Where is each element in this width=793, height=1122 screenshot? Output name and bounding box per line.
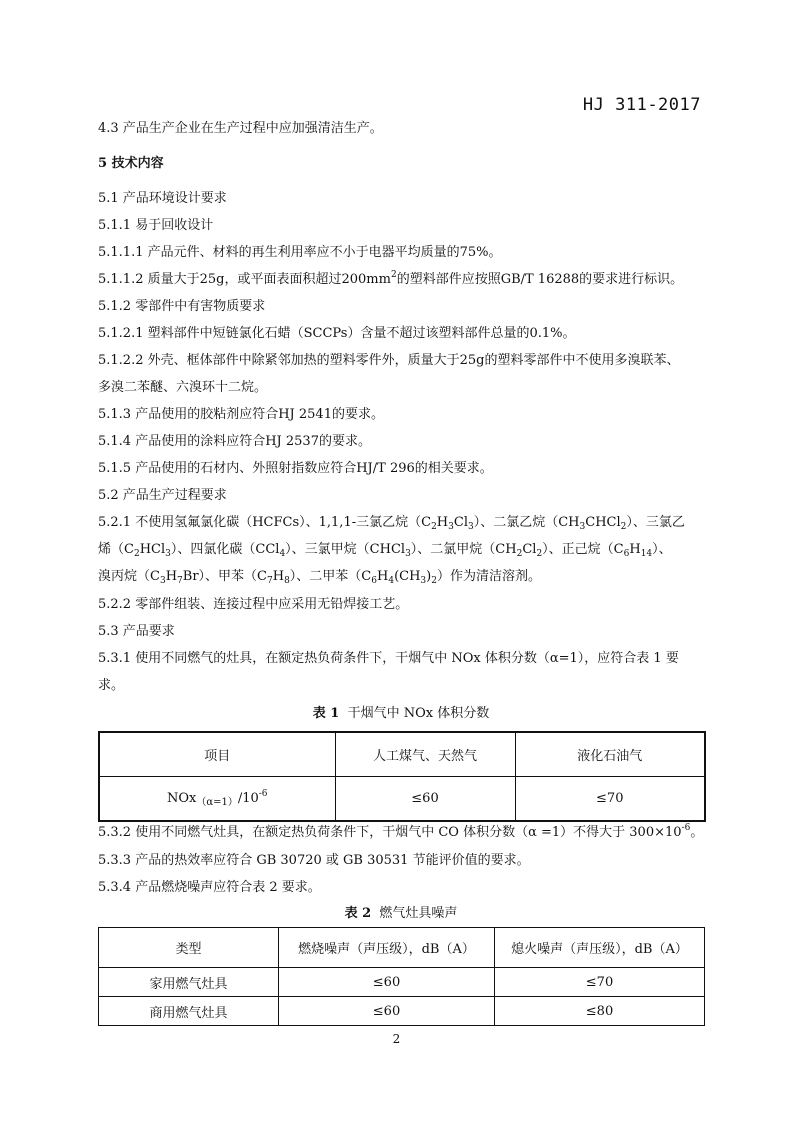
table-header-cell: 人工煤气、天然气	[335, 732, 515, 777]
table-cell: 商用燃气灶具	[99, 997, 279, 1026]
table-cell: ≤70	[495, 968, 705, 997]
heading-5-1: 5.1 产品环境设计要求	[98, 191, 227, 206]
table-cell: ≤70	[515, 777, 705, 822]
table-cell: ≤60	[335, 777, 515, 822]
table-row-label: $NOx_{(\alpha=1)}/10^{-6}$	[99, 777, 335, 822]
paragraph-5-2-1-line3: 溴丙烷$(C_3H_7Br)$、甲苯$(C_7H_8)$、二甲苯$(C_6H_4(CH_3)_2)$作为清洁溶剂。	[98, 569, 541, 586]
paragraph-5-1-2-1: 5.1.2.1 塑料部件中短链氯化石蜡（SCCPs）含量不超过该塑料部件总量的0.1%。	[98, 326, 576, 341]
table-row	[99, 777, 705, 822]
heading-5-1-1: 5.1.1 易于回收设计	[98, 218, 214, 233]
noise-table	[98, 927, 705, 1026]
table-row	[99, 968, 705, 997]
paragraph-5-1-1-1: 5.1.1.1 产品元件、材料的再生利用率应不小于电器平均质量的75%。	[98, 245, 502, 260]
paragraph-5-1-4: 5.1.4 产品使用的涂料应符合HJ 2537的要求。	[98, 434, 371, 449]
document-code-header: HJ 311-2017	[582, 95, 701, 115]
paragraph-5-1-2-2-line2: 多溴二苯醚、六溴环十二烷。	[98, 380, 268, 395]
paragraph-5-2-2: 5.2.2 零部件组装、连接过程中应采用无铅焊接工艺。	[98, 597, 409, 612]
table-header-row	[99, 928, 705, 968]
table-cell: ≤60	[279, 968, 495, 997]
table-header-cell: 液化石油气	[515, 732, 705, 777]
table-header-cell: 熄火噪声（声压级），dB（A）	[495, 928, 705, 968]
table-header-cell: 燃烧噪声（声压级），dB（A）	[279, 928, 495, 968]
paragraph-5-3-4: 5.3.4 产品燃烧噪声应符合表 2 要求。	[98, 880, 321, 895]
paragraph-5-1-3: 5.1.3 产品使用的胶粘剂应符合HJ 2541的要求。	[98, 407, 384, 422]
paragraph-5-3-1-line1: 5.3.1 使用不同燃气的灶具，在额定热负荷条件下，干烟气中 NOx 体积分数（α=1），应符合表 1 要	[98, 651, 679, 666]
heading-5-1-2: 5.1.2 零部件中有害物质要求	[98, 299, 266, 314]
table-cell: ≤80	[495, 997, 705, 1026]
paragraph-5-1-1-2: 5.1.1.2 质量大于25g，或平面表面积超过$200mm^2$的塑料部件应按照GB/T 16288的要求进行标识。	[98, 270, 684, 287]
table-header-cell: 类型	[99, 928, 279, 968]
paragraph-5-2-1-line1: 5.2.1 不使用氢氟氯化碳（HCFCs）、1,1,1-三氯乙烷$(C_2H_3Cl_3)$、二氯乙烷$(CH_3CHCl_2)$、三氯乙	[98, 515, 685, 532]
table-cell: ≤60	[279, 997, 495, 1026]
page-number: 2	[392, 1032, 401, 1046]
table-row	[99, 997, 705, 1026]
paragraph-5-2-1-line2: 烯$(C_2HCl_3)$、四氯化碳（CCl$_4$）、三氯甲烷（CHCl$_3$）、二氯甲烷$(CH_2Cl_2)$、正己烷$(C_6H_{14})$、	[98, 542, 672, 559]
table-header-row	[99, 732, 705, 777]
nox-table	[98, 731, 706, 822]
paragraph-4-3: 4.3 产品生产企业在生产过程中应加强清洁生产。	[98, 121, 383, 136]
section-heading-5: 5 技术内容	[98, 156, 164, 171]
table2-caption: 表 2 燃气灶具噪声	[344, 906, 458, 921]
paragraph-5-3-2: 5.3.2 使用不同燃气灶具，在额定热负荷条件下，干烟气中 CO 体积分数（α =1）不得大于 $300\times 10^{-6}$。	[98, 823, 704, 840]
table-cell: 家用燃气灶具	[99, 968, 279, 997]
paragraph-5-1-2-2-line1: 5.1.2.2 外壳、框体部件中除紧邻加热的塑料零件外，质量大于25g的塑料零部件中不使用多溴联苯、	[98, 353, 680, 368]
paragraph-5-3-1-line2: 求。	[98, 678, 125, 693]
paragraph-5-1-5: 5.1.5 产品使用的石材内、外照射指数应符合HJ/T 296的相关要求。	[98, 461, 493, 476]
paragraph-5-3-3: 5.3.3 产品的热效率应符合 GB 30720 或 GB 30531 节能评价值的要求。	[98, 853, 530, 868]
heading-5-2: 5.2 产品生产过程要求	[98, 488, 227, 503]
heading-5-3: 5.3 产品要求	[98, 624, 175, 639]
table1-caption: 表 1 干烟气中 NOx 体积分数	[312, 706, 490, 721]
table-header-cell: 项目	[99, 732, 335, 777]
